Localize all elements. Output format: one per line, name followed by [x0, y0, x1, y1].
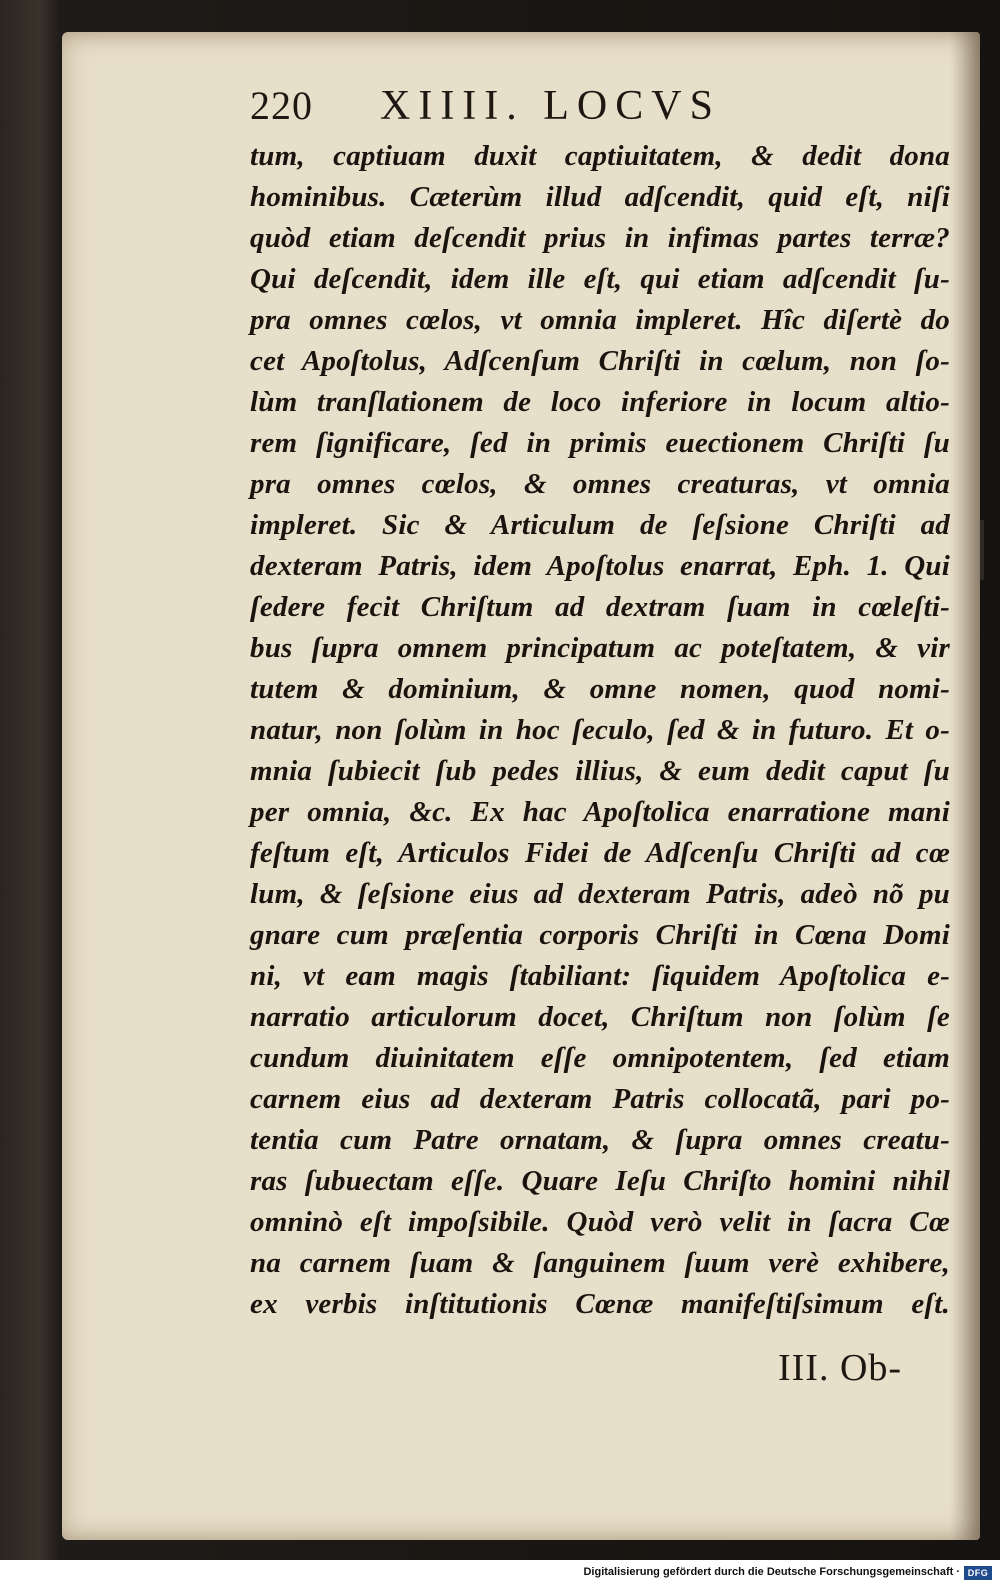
text-line: na carnem ſuam & ſanguinem ſuum verè exhibere,: [250, 1247, 950, 1279]
text-line: hominibus. Cæterùm illud adſcendit, quid eſt, niſi: [250, 181, 950, 213]
text-line: bus ſupra omnem principatum ac poteſtatem, & vir: [250, 632, 950, 664]
page-header: [250, 82, 790, 130]
text-line: impleret. Sic & Articulum de ſeſsione Chriſti ad: [250, 509, 950, 541]
page-number: 220: [250, 83, 313, 128]
body-text: [250, 136, 950, 1325]
text-line: gnare cum præſentia corporis Chriſti in Cœna Domi: [250, 919, 950, 951]
text-line: lum, & ſeſsione eius ad dexteram Patris, adeò nõ pu: [250, 878, 950, 910]
text-line: ex verbis inſtitutionis Cœnæ manifeſtiſsimum eſt.: [250, 1288, 950, 1320]
text-line: dexteram Patris, idem Apoſtolus enarrat, Eph. 1. Qui: [250, 550, 950, 582]
text-line: cet Apoſtolus, Adſcenſum Chriſti in cœlum, non ſo-: [250, 345, 950, 377]
text-line: cundum diuinitatem eſſe omnipotentem, ſed etiam: [250, 1042, 950, 1074]
digitization-credit: Digitalisierung gefördert durch die Deutsche Forschungsgemeinschaft ·: [583, 1566, 960, 1578]
dfg-logo: DFG: [964, 1566, 992, 1580]
text-line: natur, non ſolùm in hoc ſeculo, ſed & in futuro. Et o-: [250, 714, 950, 746]
text-line: ni, vt eam magis ſtabiliant: ſiquidem Apoſtolica e-: [250, 960, 950, 992]
text-line: tentia cum Patre ornatam, & ſupra omnes creatu-: [250, 1124, 950, 1156]
text-line: ras ſubuectam eſſe. Quare Ieſu Chriſto homini nihil: [250, 1165, 950, 1197]
text-line: pra omnes cœlos, & omnes creaturas, vt omnia: [250, 468, 950, 500]
text-line: feſtum eſt, Articulos Fidei de Adſcenſu Chriſti ad cœ: [250, 837, 950, 869]
text-line: rem ſignificare, ſed in primis euectionem Chriſti ſu: [250, 427, 950, 459]
text-line: tutem & dominium, & omne nomen, quod nomi-: [250, 673, 950, 705]
text-line: carnem eius ad dexteram Patris collocatã, pari po-: [250, 1083, 950, 1115]
text-line: quòd etiam deſcendit prius in infimas partes terræ?: [250, 222, 950, 254]
text-line: narratio articulorum docet, Chriſtum non ſolùm ſe: [250, 1001, 950, 1033]
text-line: Qui deſcendit, idem ille eſt, qui etiam adſcendit ſu-: [250, 263, 950, 295]
catchword: III. Ob-: [778, 1347, 903, 1389]
text-line: lùm tranſlationem de loco inferiore in locum altio-: [250, 386, 950, 418]
text-line: omninò eſt impoſsibile. Quòd verò velit in ſacra Cœ: [250, 1206, 950, 1238]
text-line: per omnia, &c. Ex hac Apoſtolica enarratione mani: [250, 796, 950, 828]
text-line: tum, captiuam duxit captiuitatem, & dedit dona: [250, 140, 950, 172]
text-line: mnia ſubiecit ſub pedes illius, & eum dedit caput ſu: [250, 755, 950, 787]
text-line: pra omnes cœlos, vt omnia impleret. Hîc diſertè do: [250, 304, 950, 336]
text-line: ſedere fecit Chriſtum ad dextram ſuam in cœleſti-: [250, 591, 950, 623]
running-head: XIIII. LOCVS: [380, 83, 721, 129]
